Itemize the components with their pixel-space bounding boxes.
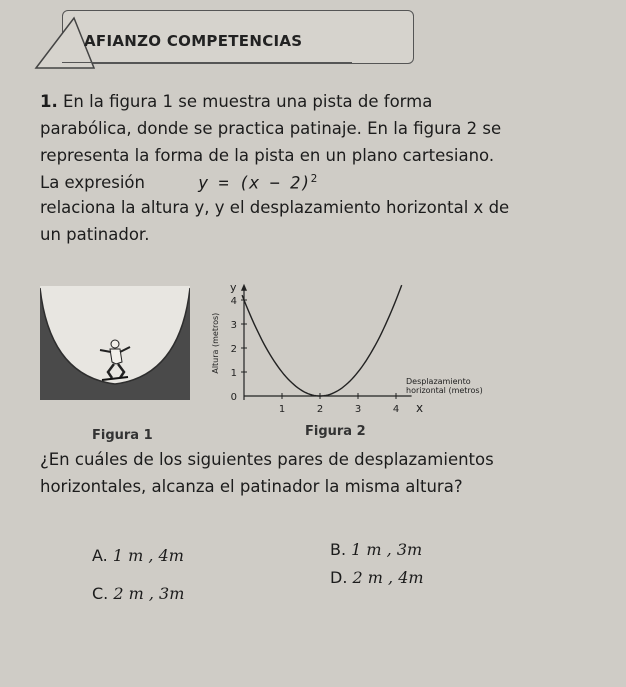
y-tick-label: 4: [230, 296, 237, 307]
x-tick-label: 2: [316, 404, 324, 415]
y-axis-title: Altura (metros): [211, 312, 220, 374]
section-title: AFIANZO COMPETENCIAS: [84, 32, 303, 50]
problem-number: 1.: [40, 92, 58, 111]
y-tick-label: 1: [230, 368, 237, 379]
x-axis-title-line2: horizontal (metros): [406, 386, 483, 395]
figure-1-caption: Figura 1: [92, 428, 153, 443]
question-text: ¿En cuáles de los siguientes pares de desplazamientos horizontales, alcanza el patinador la misma altura?: [40, 450, 494, 496]
x-tick-label: 3: [354, 404, 362, 415]
parabola-curve: [242, 285, 402, 396]
equation-exponent: 2: [310, 172, 318, 185]
option-d[interactable]: D. 2 m , 4m: [330, 568, 424, 587]
x-var-label: x: [416, 401, 424, 415]
y-var-label: y: [230, 280, 237, 294]
equation: [198, 172, 317, 194]
y-tick-label: 0: [230, 392, 237, 403]
option-c[interactable]: C. 2 m , 3m: [92, 584, 185, 603]
equation-lhs: y = (x − 2): [198, 173, 311, 194]
x-tick-label: 1: [278, 404, 286, 415]
y-tick-label: 3: [230, 320, 237, 331]
y-axis-arrow: [241, 284, 247, 291]
x-axis-title-line1: Desplazamiento: [406, 377, 471, 386]
problem-description: relaciona la altura y, y el desplazamiento horizontal x de un patinador.: [40, 198, 510, 244]
y-tick-label: 2: [230, 344, 237, 355]
x-tick-label: 4: [392, 404, 400, 415]
banner-underline: [62, 62, 352, 63]
skate-ramp-illustration: [40, 286, 190, 400]
problem-intro-text: En la figura 1 se muestra una pista de forma parabólica, donde se practica patinaje. En la figura 2 se representa la forma de la pista en un plano cartesiano. La expresión: [40, 92, 502, 192]
parabola-chart: [200, 262, 540, 424]
option-b[interactable]: B. 1 m , 3m: [330, 540, 423, 559]
figure-2-caption: Figura 2: [305, 424, 366, 439]
option-a[interactable]: A. 1 m , 4m: [92, 546, 184, 565]
